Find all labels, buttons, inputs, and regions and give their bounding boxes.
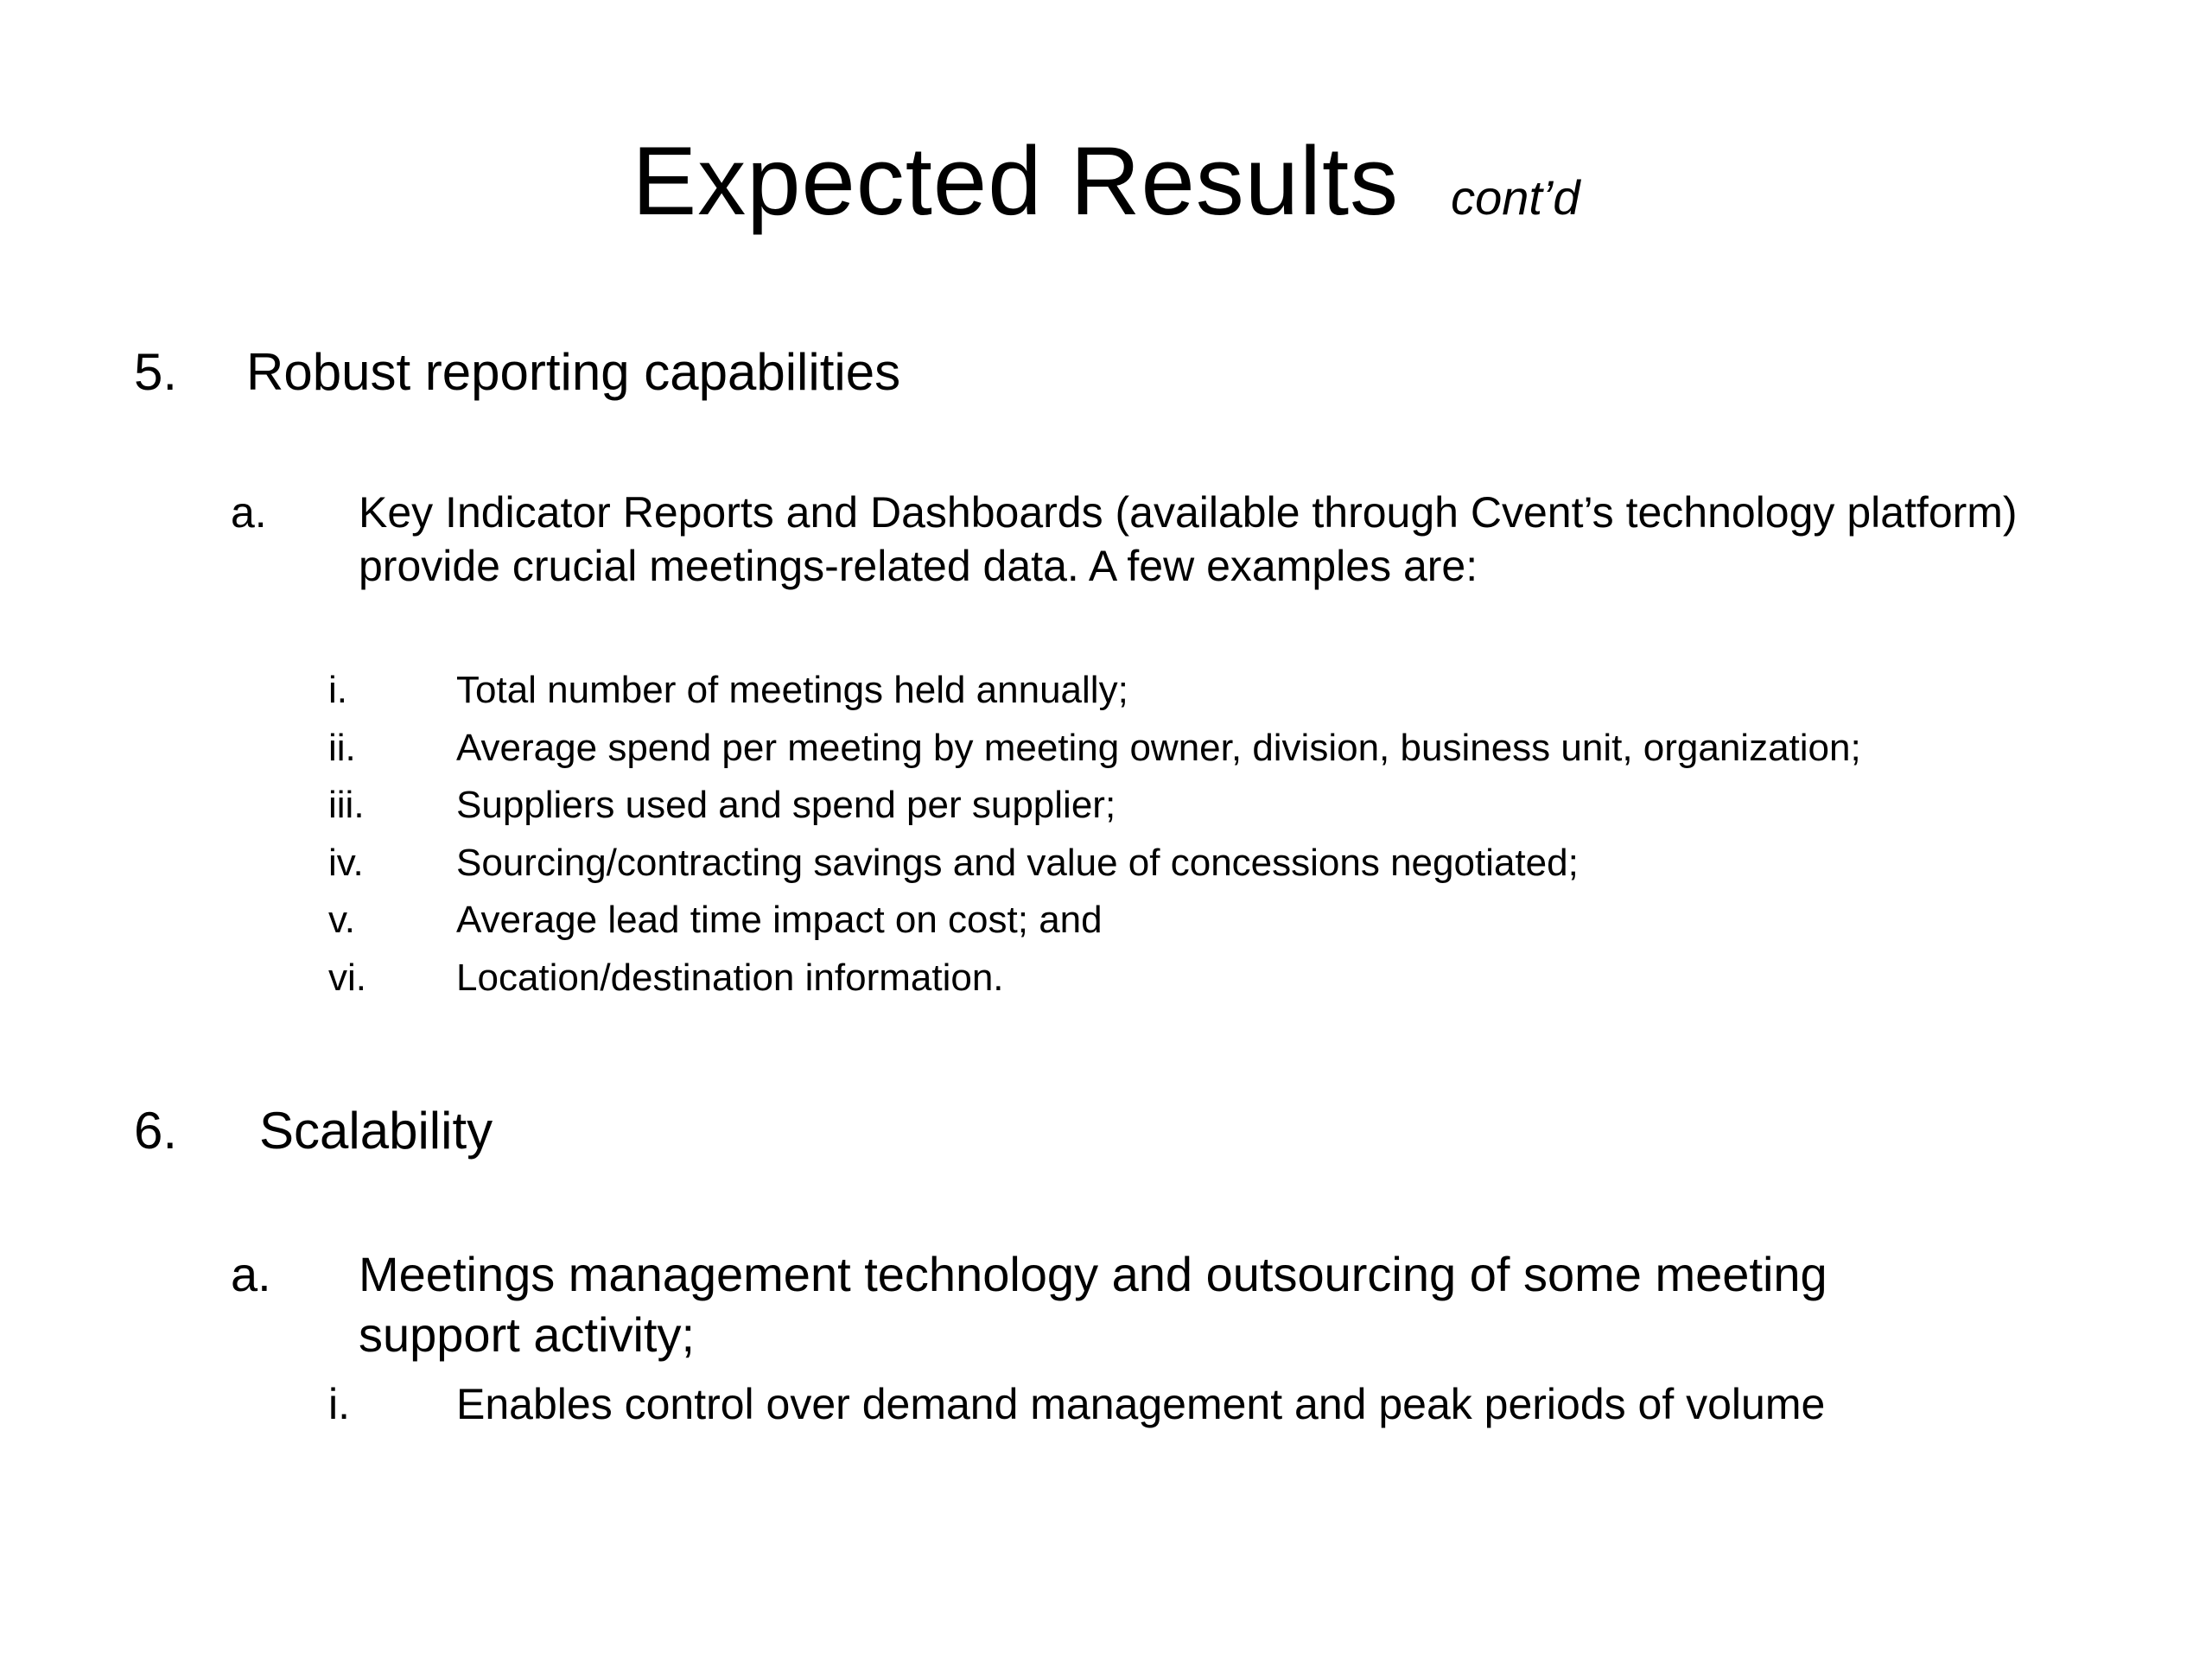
section-6a-line-1: Meetings management technology and outsourcing of some meeting <box>359 1247 1827 1301</box>
list-item: Enables control over demand management and peak periods of volume <box>456 1380 1826 1428</box>
list-item-marker: iii. <box>328 784 365 826</box>
section-5a-line-1: Key Indicator Reports and Dashboards (available through Cvent’s technology platform) <box>359 488 2018 537</box>
section-5-heading: Robust reporting capabilities <box>246 343 901 401</box>
list-item-marker: iv. <box>328 842 364 884</box>
section-6-heading: Scalability <box>259 1102 493 1160</box>
slide-title <box>0 121 2212 242</box>
section-5-number: 5. <box>134 343 178 401</box>
section-5a-marker: a. <box>231 488 267 537</box>
section-5a-line-2: provide crucial meetings-related data. A few examples are: <box>359 542 1478 590</box>
list-item-marker: i. <box>328 1380 350 1428</box>
list-item-marker: i. <box>328 669 347 711</box>
title-text: Expected Results <box>632 127 1400 235</box>
list-item: Location/destination information. <box>456 957 1004 999</box>
list-item-marker: ii. <box>328 727 356 769</box>
title-suffix: cont’d <box>1451 170 1580 225</box>
section-6a-line-2: support activity; <box>359 1307 696 1362</box>
list-item-marker: v. <box>328 899 355 941</box>
list-item-marker: vi. <box>328 957 366 999</box>
section-6-number: 6. <box>134 1102 178 1160</box>
list-item: Sourcing/contracting savings and value of concessions negotiated; <box>456 842 1579 884</box>
list-item: Suppliers used and spend per supplier; <box>456 784 1116 826</box>
list-item: Total number of meetings held annually; <box>456 669 1128 711</box>
section-6a-marker: a. <box>231 1247 271 1301</box>
list-item: Average spend per meeting by meeting owner, division, business unit, organization; <box>456 727 1861 769</box>
list-item: Average lead time impact on cost; and <box>456 899 1103 941</box>
